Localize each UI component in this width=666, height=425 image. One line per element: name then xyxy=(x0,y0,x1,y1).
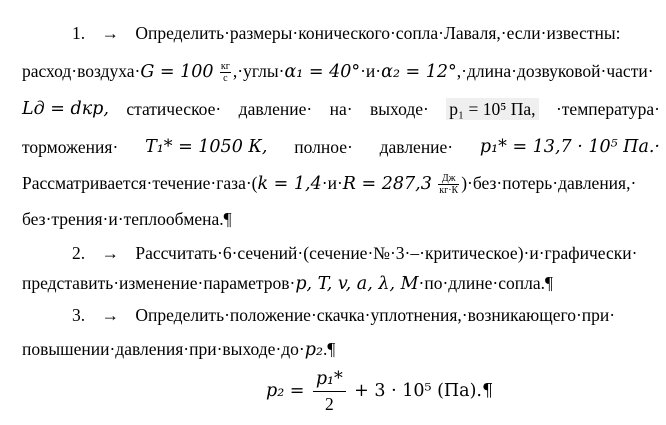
formula-L: Lд = dкр, xyxy=(22,99,109,119)
text-word: ·температура· xyxy=(555,99,660,119)
unit-num: кг xyxy=(220,61,230,73)
text-run: расход·воздуха· xyxy=(22,61,141,81)
text-run: ·по·длине·сопла.¶ xyxy=(418,273,553,293)
item1-line5 xyxy=(22,172,636,196)
item3-number: 3. xyxy=(72,305,86,325)
item1-line3 xyxy=(22,98,660,120)
formula-rhs: + 3 · 10⁵ (Па).¶ xyxy=(354,381,494,401)
text-word: давление· xyxy=(238,99,313,119)
formula-G: G = 100 xyxy=(140,62,214,82)
formula-p2: p₂ xyxy=(304,340,323,360)
text-run: повышении·давления·при·выходе·до· xyxy=(22,339,305,359)
item1-line6 xyxy=(22,208,232,230)
item3-text-line1: Определить·положение·скачка·уплотнения,·возникающего·при· xyxy=(135,305,616,325)
formula-p1-highlighted: p₁ = 10⁵ Па, xyxy=(446,98,538,120)
text-word: давление· xyxy=(379,137,454,157)
unit-den: с xyxy=(223,73,228,85)
unit-num: Дж xyxy=(438,173,459,185)
unit-J-per-kgK xyxy=(438,173,459,196)
formula-fraction xyxy=(313,367,346,416)
text-word: торможения· xyxy=(22,137,119,157)
tab-arrow: → xyxy=(101,305,119,325)
text-run: ·и· xyxy=(321,173,343,193)
formula-R: R = 287,3 xyxy=(342,174,432,194)
formula-alpha1: α₁ = 40° xyxy=(284,62,361,82)
text-run: ,·углы· xyxy=(232,61,285,81)
text-word: полное· xyxy=(294,137,353,157)
fraction-numerator: p₁* xyxy=(313,367,346,392)
tab-arrow: → xyxy=(101,243,119,263)
item1-line2 xyxy=(22,60,654,84)
text-run: ·и· xyxy=(360,61,382,81)
item2-line2 xyxy=(22,272,553,295)
unit-kg-per-s xyxy=(220,61,231,84)
item3-first-line xyxy=(72,304,615,326)
item1-number: 1. xyxy=(72,23,86,43)
text-run: Рассматривается·течение·газа·( xyxy=(22,173,258,193)
formula-params: p, T, v, a, λ, M xyxy=(295,274,419,294)
text-word: статическое· xyxy=(126,99,222,119)
unit-den: кг·К xyxy=(439,185,459,197)
item3-line2 xyxy=(22,338,335,361)
formula-lhs: p₂ = xyxy=(266,381,305,401)
item1-text-line1: Определить·размеры·конического·сопла·Лаваля,·если·известны: xyxy=(135,23,621,43)
item2-first-line xyxy=(72,242,637,264)
formula-T1: T₁* = 1050 К, xyxy=(145,137,268,157)
text-word: на· xyxy=(329,99,353,119)
text-run: .¶ xyxy=(322,339,336,359)
item1-first-line xyxy=(72,22,621,44)
fraction-denominator: 2 xyxy=(324,394,334,415)
tab-arrow: → xyxy=(101,23,119,43)
formula-alpha2: α₂ = 12° xyxy=(381,62,457,82)
item1-line4 xyxy=(22,136,660,158)
formula-k: k = 1,4 xyxy=(257,174,322,194)
display-formula xyxy=(266,366,493,416)
text-run: )·без·потерь·давления,· xyxy=(461,173,637,193)
item2-text-line1: Рассчитать·6·сечений·(сечение·№·3·–·критическое)·и·графически· xyxy=(135,243,638,263)
formula-p1-star: p₁* = 13,7 · 10⁵ Па.· xyxy=(479,137,660,157)
text-word: выходе· xyxy=(370,99,429,119)
item2-number: 2. xyxy=(72,243,86,263)
text-run: без·трения·и·теплообмена.¶ xyxy=(22,209,232,229)
text-run: представить·изменение·параметров· xyxy=(22,273,296,293)
text-run: ,·длина·дозвуковой·части· xyxy=(456,61,654,81)
